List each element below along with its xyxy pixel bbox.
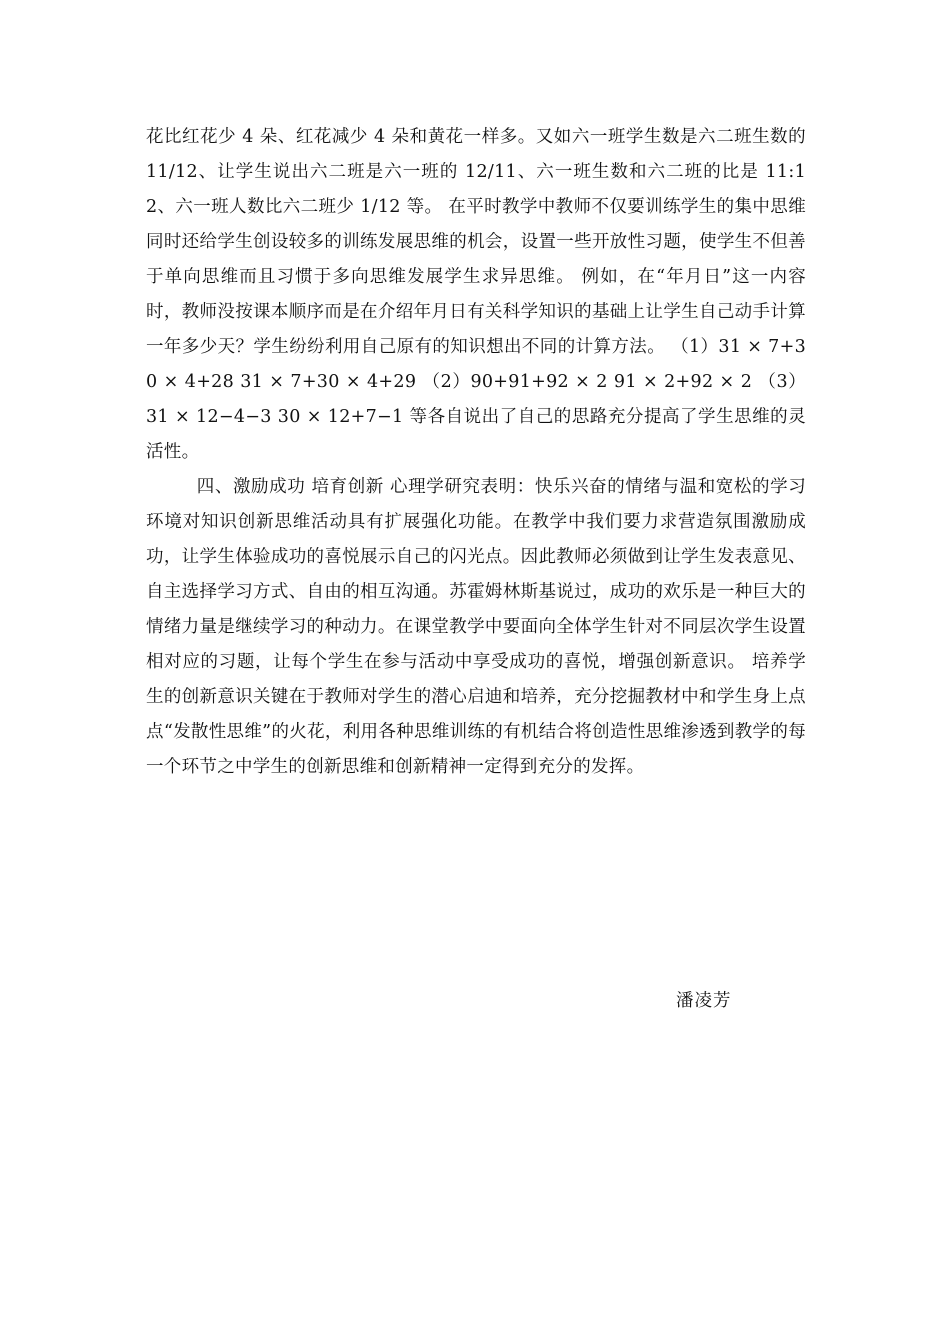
author-signature: 潘凌芳 [676,991,732,1011]
paragraph-continuation: 花比红花少 4 朵、红花减少 4 朵和黄花一样多。又如六一班学生数是六二班生数的 11/12、让学生说出六二班是六一班的 12/11、六一班生数和六二班的比是 11:12、六一班人数比六二班少 1/12 等。 在平时教学中教师不仅要训练学生的集中思维同时还给学生创设较多的训练发展思维的机会，设置一些开放性习题，使学生不但善于单向思维而且习惯于多向思维发展学生求异思维。 例如，在“年月日”这一内容时，教师没按课本顺序而是在介绍年月日有关科学知识的基础上让学生自己动手计算一年多少天？学生纷纷利用自己原有的知识想出不同的计算方法。 （1）31 × 7+30 × 4+28 31 × 7+30 × 4+29 （2）90+91+92 × 2 91 × 2+92 × 2 （3）31 × 12−4−3 30 × 12+7−1 等各自说出了自己的思路充分提高了学生思维的灵活性。 [146,127,806,462]
document-body [146,120,806,785]
paragraph-section-four: 四、激励成功 培育创新 心理学研究表明：快乐兴奋的情绪与温和宽松的学习环境对知识创新思维活动具有扩展强化功能。在教学中我们要力求营造氛围激励成功，让学生体验成功的喜悦展示自己的闪光点。因此教师必须做到让学生发表意见、自主选择学习方式、自由的相互沟通。苏霍姆林斯基说过，成功的欢乐是一种巨大的情绪力量是继续学习的种动力。在课堂教学中要面向全体学生针对不同层次学生设置相对应的习题，让每个学生在参与活动中享受成功的喜悦，增强创新意识。 培养学生的创新意识关键在于教师对学生的潜心启迪和培养，充分挖掘教材中和学生身上点点“发散性思维”的火花，利用各种思维训练的有机结合将创造性思维渗透到教学的每一个环节之中学生的创新思维和创新精神一定得到充分的发挥。 [146,477,806,777]
